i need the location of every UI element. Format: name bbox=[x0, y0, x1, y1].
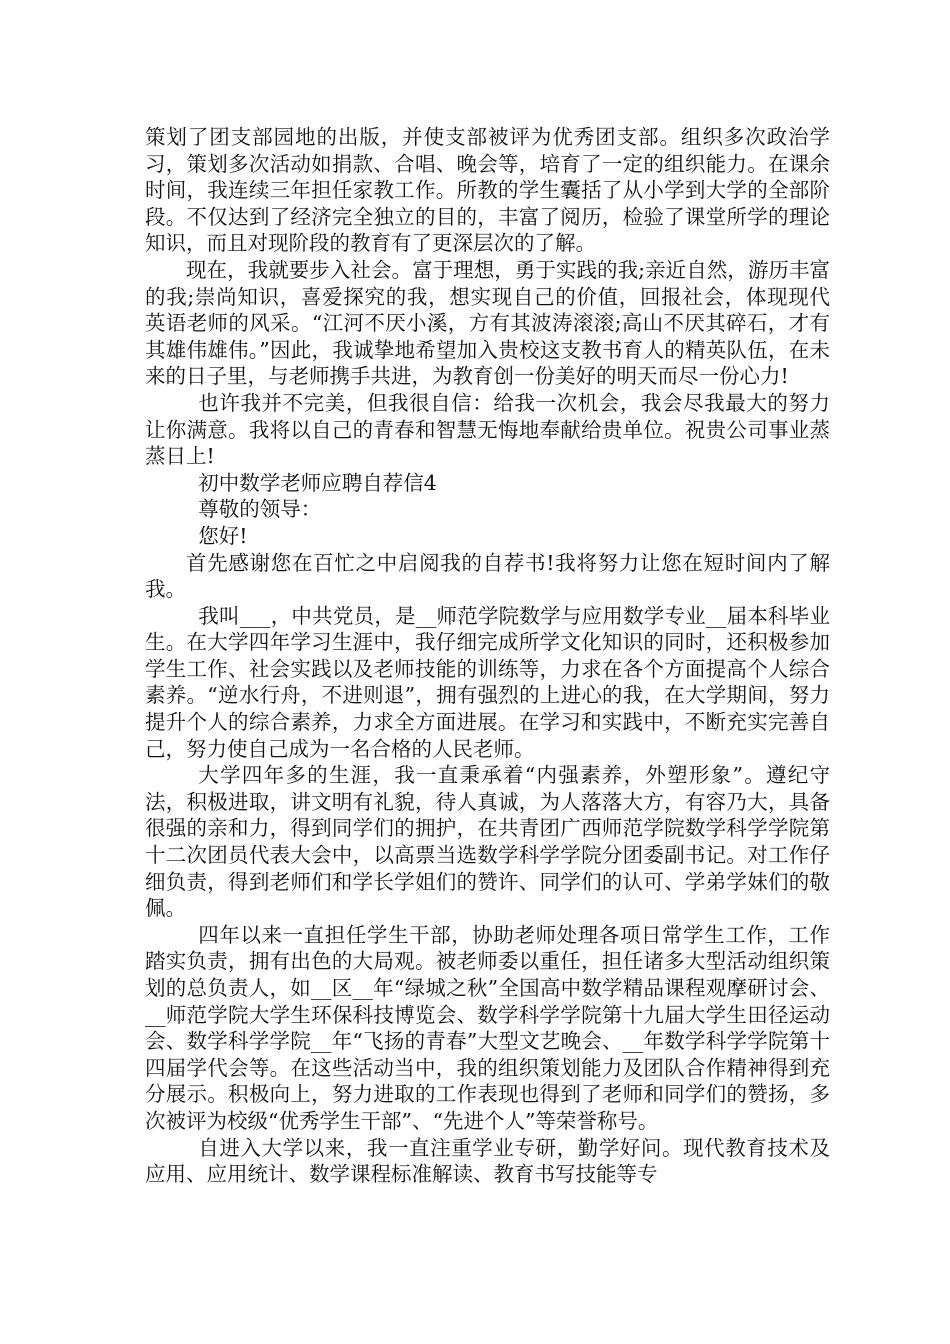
letter-title: 初中数学老师应聘自荐信4 bbox=[198, 470, 437, 495]
paragraph-3: 也许我并不完美，但我很自信：给我一次机会，我会尽我最大的努力让你满意。我将以自己的青春和智慧无悔地奉献给贵单位。祝贵公司事业蒸蒸日上! bbox=[145, 390, 830, 469]
paragraph-1: 策划了团支部园地的出版，并使支部被评为优秀团支部。组织多次政治学习，策划多次活动如捐款、合唱、晚会等，培育了一定的组织能力。在课余时间，我连续三年担任家教工作。所教的学生囊括了从小学到大学的全部阶段。不仅达到了经济完全独立的目的，丰富了阅历，检验了课堂所学的理论知识，而且对现阶段的教育有了更深层次的了解。 bbox=[145, 125, 830, 256]
greeting: 您好! bbox=[198, 523, 248, 548]
paragraph-college-life: 大学四年多的生涯，我一直秉承着“内强素养，外塑形象”。遵纪守法，积极进取，讲文明有礼貌，待人真诚，为人落落大方，有容乃大，具备很强的亲和力，得到同学们的拥护，在共青团广西师范学院数学科学学院第十二次团员代表大会中，以高票当选数学科学学院分团委副书记。对工作仔细负责，得到老师们和学长学姐们的赞许、同学们的认可、学弟学妹们的敬佩。 bbox=[145, 763, 830, 921]
paragraph-2: 现在，我就要步入社会。富于理想，勇于实践的我;亲近自然，游历丰富的我;崇尚知识，喜爱探究的我，想实现自己的价值，回报社会，体现现代 英语老师的风采。“江河不厌小溪，方有其波涛滚滚;高山不厌其碎石，才有其雄伟雄伟。”因此，我诚挚地希望加入贵校这支教书育人的精英队伍，在未来的日子里，与老师携手共进，为教育创一份美好的明天而尽一份心力! bbox=[145, 257, 830, 389]
document-page bbox=[145, 124, 830, 1188]
salutation: 尊敬的领导： bbox=[198, 497, 322, 522]
paragraph-student-cadre: 四年以来一直担任学生干部，协助老师处理各项日常学生工作，工作踏实负责，拥有出色的大局观。被老师委以重任，担任诸多大型活动组织策划的总负责人，如__区__年“绿城之秋”全国高中数学精品课程观摩研讨会、__师范学院大学生环保科技博览会、数学科学学院第十九届大学生田径运动会、数学科学学院__年“飞扬的青春”大型文艺晚会、__年数学科学学院第十四届学代会等。在这些活动当中，我的组织策划能力及团队合作精神得到充分展示。积极向上，努力进取的工作表现也得到了老师和同学们的赞扬，多次被评为校级“优秀学生干部”、“先进个人”等荣誉称号。 bbox=[145, 922, 830, 1133]
paragraph-self-intro: 我叫___，中共党员，是__师范学院数学与应用数学专业__届本科毕业生。在大学四年学习生涯中，我仔细完成所学文化知识的同时，还积极参加学生工作、社会实践以及老师技能的训练等，力求在各个方面提高个人综合素养。“逆水行舟，不进则退”，拥有强烈的上进心的我，在大学期间，努力提升个人的综合素养，力求全方面进展。在学习和实践中，不断充实完善自己，努力使自己成为一名合格的人民老师。 bbox=[145, 603, 830, 761]
paragraph-intro: 首先感谢您在百忙之中启阅我的自荐书!我将努力让您在短时间内了解我。 bbox=[145, 550, 830, 602]
paragraph-studies: 自进入大学以来，我一直注重学业专研，勤学好问。现代教育技术及应用、应用统计、数学课程标准解读、教育书写技能等专 bbox=[145, 1135, 830, 1187]
